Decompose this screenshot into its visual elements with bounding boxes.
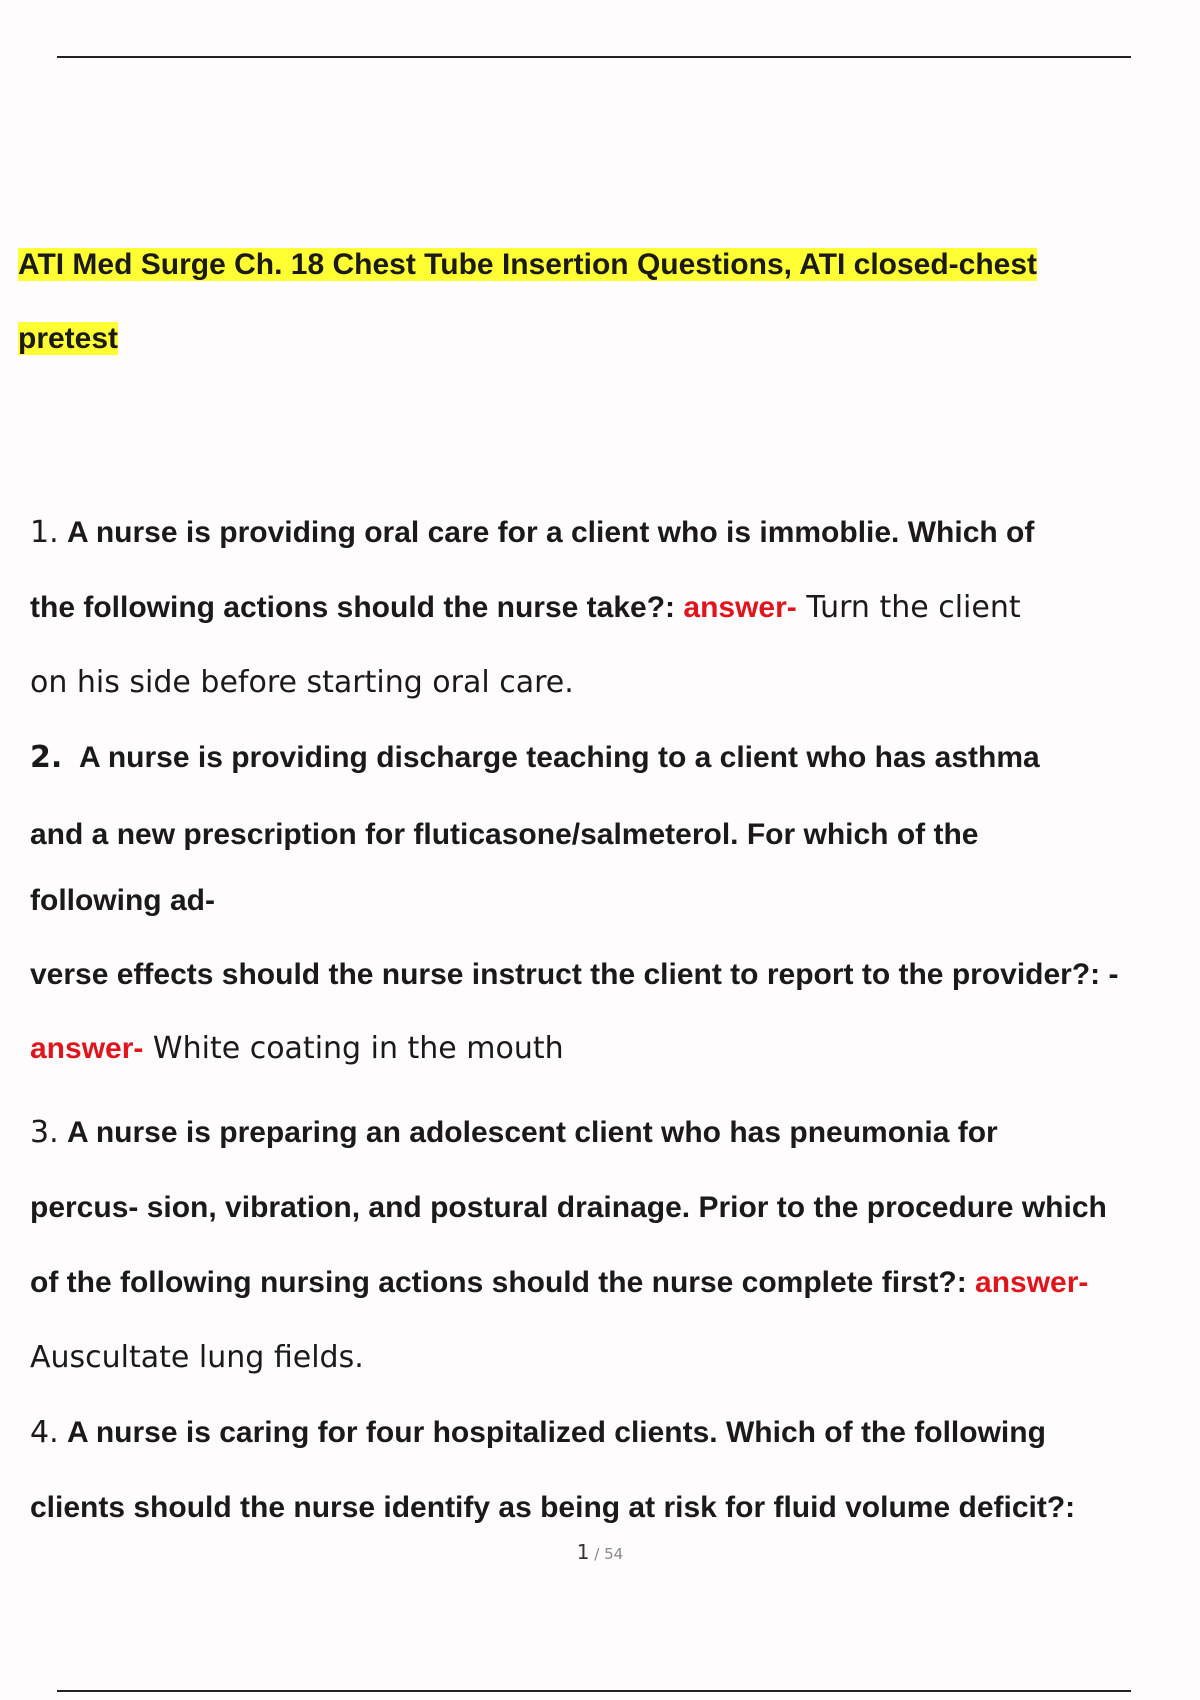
question-text: A nurse is caring for four hospitalized clients. Which of the following xyxy=(66,1416,1046,1449)
answer-text: on his side before starting oral care. xyxy=(30,665,574,700)
answer-label: answer- xyxy=(975,1266,1089,1299)
question-3 xyxy=(30,1095,1190,1395)
answer-text: Auscultate lung fields. xyxy=(30,1340,364,1375)
top-rule xyxy=(57,56,1131,58)
bottom-rule xyxy=(57,1690,1131,1692)
question-text: percus- sion, vibration, and postural drainage. Prior to the procedure which xyxy=(30,1191,1107,1224)
question-text: verse effects should the nurse instruct the client to report to the provider?: - xyxy=(30,958,1119,991)
question-text: the following actions should the nurse take?: xyxy=(30,591,684,624)
question-1 xyxy=(30,495,1190,720)
current-page: 1 xyxy=(576,1540,590,1564)
question-text: following ad- xyxy=(30,884,215,917)
page-separator: / xyxy=(589,1545,605,1563)
question-text: A nurse is providing discharge teaching to a client who has asthma xyxy=(78,741,1040,774)
answer-label: answer- xyxy=(683,591,797,624)
title-line-1: ATI Med Surge Ch. 18 Chest Tube Insertion Questions, ATI closed-chest xyxy=(18,248,1038,281)
total-pages: 54 xyxy=(604,1545,624,1563)
answer-label: answer- xyxy=(30,1032,144,1065)
answer-text: White coating in the mouth xyxy=(143,1031,564,1066)
question-number: 1. xyxy=(30,515,59,550)
question-text: A nurse is preparing an adolescent client who has pneumonia for xyxy=(66,1116,998,1149)
question-number: 2. xyxy=(30,740,63,775)
document-title xyxy=(18,228,1168,376)
question-number: 4. xyxy=(30,1415,59,1450)
question-number: 3. xyxy=(30,1115,59,1150)
question-text: of the following nursing actions should the nurse complete first?: xyxy=(30,1266,976,1299)
question-text: clients should the nurse identify as being at risk for fluid volume deficit?: xyxy=(30,1491,1076,1524)
question-text: A nurse is providing oral care for a client who is immoblie. Which of xyxy=(66,516,1035,549)
answer-text: Turn the client xyxy=(796,590,1021,625)
question-2 xyxy=(30,720,1190,1078)
question-text: and a new prescription for fluticasone/salmeterol. For which of the xyxy=(30,818,979,851)
page-indicator xyxy=(0,1540,1200,1564)
question-4 xyxy=(30,1395,1190,1545)
title-line-2: pretest xyxy=(18,322,119,355)
